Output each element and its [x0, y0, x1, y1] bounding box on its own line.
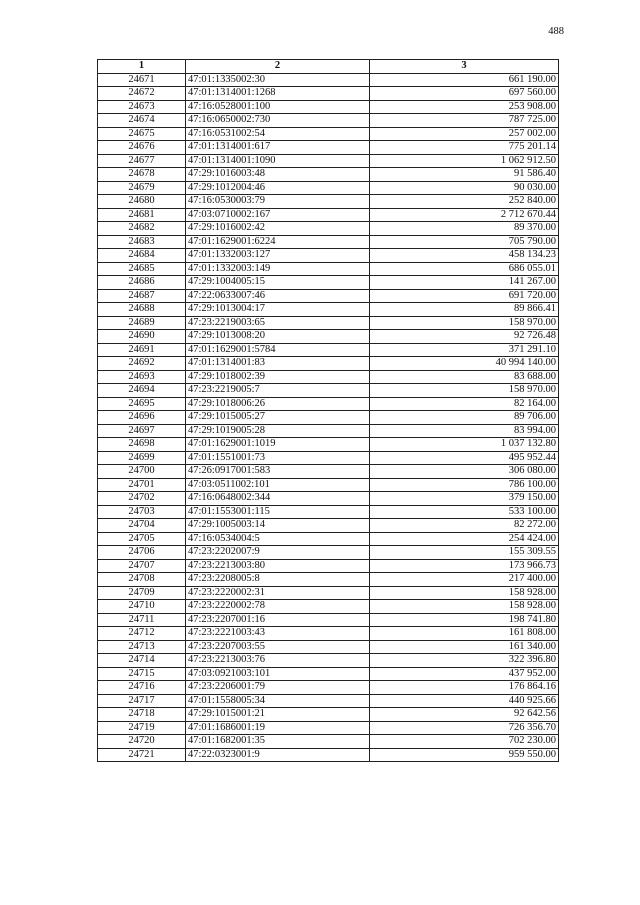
row-number-cell: 24718	[98, 708, 186, 722]
row-number-cell: 24704	[98, 519, 186, 533]
table-row	[98, 330, 559, 344]
cadastral-number-cell: 47:16:0650002:730	[186, 114, 370, 128]
row-number-cell: 24686	[98, 276, 186, 290]
cadastral-number-cell: 47:23:2221003:43	[186, 627, 370, 641]
cadastral-number-cell: 47:16:0528001:100	[186, 100, 370, 114]
table-row	[98, 168, 559, 182]
table-row	[98, 222, 559, 236]
cadastral-value-cell: 83 994.00	[370, 424, 559, 438]
cadastral-value-cell: 1 062 912.50	[370, 154, 559, 168]
cadastral-number-cell: 47:01:1332003:149	[186, 262, 370, 276]
table-row	[98, 357, 559, 371]
row-number-cell: 24675	[98, 127, 186, 141]
row-number-cell: 24707	[98, 559, 186, 573]
cadastral-value-cell: 697 560.00	[370, 87, 559, 101]
table-row	[98, 343, 559, 357]
row-number-cell: 24689	[98, 316, 186, 330]
cadastral-value-cell: 775 201.14	[370, 141, 559, 155]
cadastral-number-cell: 47:23:2213003:80	[186, 559, 370, 573]
table-row	[98, 681, 559, 695]
row-number-cell: 24680	[98, 195, 186, 209]
cadastral-number-cell: 47:29:1013008:20	[186, 330, 370, 344]
row-number-cell: 24684	[98, 249, 186, 263]
cadastral-value-cell: 686 055.01	[370, 262, 559, 276]
cadastral-value-cell: 141 267.00	[370, 276, 559, 290]
cadastral-value-cell: 158 970.00	[370, 384, 559, 398]
cadastral-number-cell: 47:23:2219005:7	[186, 384, 370, 398]
cadastral-number-cell: 47:16:0648002:344	[186, 492, 370, 506]
cadastral-number-cell: 47:29:1005003:14	[186, 519, 370, 533]
row-number-cell: 24697	[98, 424, 186, 438]
cadastral-value-cell: 82 164.00	[370, 397, 559, 411]
table-row	[98, 492, 559, 506]
column-header-1: 1	[98, 60, 186, 74]
cadastral-value-cell: 92 642.56	[370, 708, 559, 722]
table-row	[98, 721, 559, 735]
cadastral-value-cell: 2 712 670.44	[370, 208, 559, 222]
table-row	[98, 438, 559, 452]
cadastral-number-cell: 47:16:0534004:5	[186, 532, 370, 546]
table-row	[98, 114, 559, 128]
cadastral-number-cell: 47:01:1335002:30	[186, 73, 370, 87]
cadastral-value-cell: 82 272.00	[370, 519, 559, 533]
table-row	[98, 735, 559, 749]
table-row	[98, 546, 559, 560]
cadastral-value-cell: 158 928.00	[370, 600, 559, 614]
row-number-cell: 24705	[98, 532, 186, 546]
table-row	[98, 559, 559, 573]
cadastral-number-cell: 47:01:1558005:34	[186, 694, 370, 708]
cadastral-value-cell: 90 030.00	[370, 181, 559, 195]
cadastral-value-cell: 1 037 132.80	[370, 438, 559, 452]
row-number-cell: 24714	[98, 654, 186, 668]
table-row	[98, 708, 559, 722]
cadastral-value-cell: 533 100.00	[370, 505, 559, 519]
cadastral-number-cell: 47:23:2219003:65	[186, 316, 370, 330]
row-number-cell: 24710	[98, 600, 186, 614]
cadastral-value-cell: 257 002.00	[370, 127, 559, 141]
cadastral-value-cell: 495 952.44	[370, 451, 559, 465]
cadastral-value-cell: 306 080.00	[370, 465, 559, 479]
column-header-2: 2	[186, 60, 370, 74]
cadastral-number-cell: 47:29:1015005:27	[186, 411, 370, 425]
table-row	[98, 505, 559, 519]
table-row	[98, 181, 559, 195]
row-number-cell: 24699	[98, 451, 186, 465]
row-number-cell: 24711	[98, 613, 186, 627]
cadastral-number-cell: 47:16:0531002:54	[186, 127, 370, 141]
cadastral-value-cell: 89 370.00	[370, 222, 559, 236]
cadastral-value-cell: 726 356.70	[370, 721, 559, 735]
cadastral-value-cell: 661 190.00	[370, 73, 559, 87]
table-row	[98, 465, 559, 479]
cadastral-number-cell: 47:29:1004005:15	[186, 276, 370, 290]
row-number-cell: 24677	[98, 154, 186, 168]
cadastral-number-cell: 47:23:2207003:55	[186, 640, 370, 654]
cadastral-value-cell: 322 396.80	[370, 654, 559, 668]
row-number-cell: 24688	[98, 303, 186, 317]
cadastral-number-cell: 47:01:1629001:6224	[186, 235, 370, 249]
table-row	[98, 235, 559, 249]
cadastral-number-cell: 47:01:1314001:617	[186, 141, 370, 155]
table-row	[98, 141, 559, 155]
row-number-cell: 24706	[98, 546, 186, 560]
cadastral-number-cell: 47:01:1629001:1019	[186, 438, 370, 452]
row-number-cell: 24715	[98, 667, 186, 681]
table-row	[98, 289, 559, 303]
cadastral-value-cell: 786 100.00	[370, 478, 559, 492]
cadastral-number-cell: 47:01:1314001:1090	[186, 154, 370, 168]
cadastral-number-cell: 47:01:1553001:115	[186, 505, 370, 519]
table-row	[98, 303, 559, 317]
row-number-cell: 24721	[98, 748, 186, 762]
cadastral-number-cell: 47:16:0530003:79	[186, 195, 370, 209]
table-header-row	[98, 60, 559, 74]
cadastral-number-cell: 47:03:0710002:167	[186, 208, 370, 222]
cadastral-number-cell: 47:29:1018002:39	[186, 370, 370, 384]
cadastral-number-cell: 47:29:1012004:46	[186, 181, 370, 195]
row-number-cell: 24681	[98, 208, 186, 222]
cadastral-value-cell: 176 864.16	[370, 681, 559, 695]
table-row	[98, 640, 559, 654]
row-number-cell: 24678	[98, 168, 186, 182]
table-row	[98, 195, 559, 209]
row-number-cell: 24698	[98, 438, 186, 452]
cadastral-number-cell: 47:29:1019005:28	[186, 424, 370, 438]
cadastral-number-cell: 47:22:0323001:9	[186, 748, 370, 762]
cadastral-number-cell: 47:23:2213003:76	[186, 654, 370, 668]
cadastral-number-cell: 47:01:1314001:1268	[186, 87, 370, 101]
row-number-cell: 24720	[98, 735, 186, 749]
cadastral-number-cell: 47:23:2220002:78	[186, 600, 370, 614]
cadastral-value-cell: 92 726.48	[370, 330, 559, 344]
cadastral-value-cell: 691 720.00	[370, 289, 559, 303]
row-number-cell: 24683	[98, 235, 186, 249]
row-number-cell: 24672	[98, 87, 186, 101]
row-number-cell: 24708	[98, 573, 186, 587]
cadastral-value-cell: 371 291.10	[370, 343, 559, 357]
table-row	[98, 424, 559, 438]
table-row	[98, 397, 559, 411]
cadastral-number-cell: 47:23:2206001:79	[186, 681, 370, 695]
cadastral-value-cell: 379 150.00	[370, 492, 559, 506]
cadastral-number-cell: 47:22:0633007:46	[186, 289, 370, 303]
table-row	[98, 532, 559, 546]
cadastral-value-cell: 458 134.23	[370, 249, 559, 263]
cadastral-number-cell: 47:23:2208005:8	[186, 573, 370, 587]
row-number-cell: 24673	[98, 100, 186, 114]
table-row	[98, 573, 559, 587]
table-row	[98, 262, 559, 276]
row-number-cell: 24700	[98, 465, 186, 479]
cadastral-value-cell: 155 309.55	[370, 546, 559, 560]
table-row	[98, 478, 559, 492]
cadastral-value-cell: 254 424.00	[370, 532, 559, 546]
cadastral-value-cell: 173 966.73	[370, 559, 559, 573]
cadastral-number-cell: 47:23:2207001:16	[186, 613, 370, 627]
table-row	[98, 586, 559, 600]
cadastral-number-cell: 47:01:1686001:19	[186, 721, 370, 735]
row-number-cell: 24712	[98, 627, 186, 641]
table-row	[98, 154, 559, 168]
cadastral-value-cell: 161 340.00	[370, 640, 559, 654]
table-row	[98, 694, 559, 708]
table-body	[98, 73, 559, 762]
cadastral-value-cell: 158 928.00	[370, 586, 559, 600]
cadastral-value-cell: 702 230.00	[370, 735, 559, 749]
cadastral-value-cell: 89 866.41	[370, 303, 559, 317]
page-number: 488	[548, 26, 564, 37]
cadastral-value-cell: 158 970.00	[370, 316, 559, 330]
table-row	[98, 613, 559, 627]
cadastral-number-cell: 47:01:1682001:35	[186, 735, 370, 749]
cadastral-number-cell: 47:29:1016002:42	[186, 222, 370, 236]
table-row	[98, 519, 559, 533]
cadastral-number-cell: 47:29:1013004:17	[186, 303, 370, 317]
table-row	[98, 249, 559, 263]
cadastral-number-cell: 47:01:1332003:127	[186, 249, 370, 263]
row-number-cell: 24674	[98, 114, 186, 128]
table-row	[98, 127, 559, 141]
table-row	[98, 276, 559, 290]
row-number-cell: 24692	[98, 357, 186, 371]
row-number-cell: 24694	[98, 384, 186, 398]
cadastral-value-cell: 252 840.00	[370, 195, 559, 209]
table-row	[98, 316, 559, 330]
row-number-cell: 24709	[98, 586, 186, 600]
cadastral-number-cell: 47:29:1015001:21	[186, 708, 370, 722]
table-row	[98, 654, 559, 668]
cadastral-value-cell: 83 688.00	[370, 370, 559, 384]
row-number-cell: 24695	[98, 397, 186, 411]
row-number-cell: 24703	[98, 505, 186, 519]
table-row	[98, 100, 559, 114]
cadastral-value-cell: 161 808.00	[370, 627, 559, 641]
row-number-cell: 24691	[98, 343, 186, 357]
row-number-cell: 24693	[98, 370, 186, 384]
row-number-cell: 24701	[98, 478, 186, 492]
table-row	[98, 600, 559, 614]
row-number-cell: 24671	[98, 73, 186, 87]
cadastral-number-cell: 47:03:0511002:101	[186, 478, 370, 492]
cadastral-value-cell: 253 908.00	[370, 100, 559, 114]
cadastral-number-cell: 47:29:1016003:48	[186, 168, 370, 182]
row-number-cell: 24682	[98, 222, 186, 236]
cadastral-value-cell: 40 994 140.00	[370, 357, 559, 371]
cadastral-value-cell: 437 952.00	[370, 667, 559, 681]
cadastral-number-cell: 47:01:1551001:73	[186, 451, 370, 465]
cadastral-number-cell: 47:29:1018006:26	[186, 397, 370, 411]
row-number-cell: 24690	[98, 330, 186, 344]
row-number-cell: 24717	[98, 694, 186, 708]
row-number-cell: 24716	[98, 681, 186, 695]
table-row	[98, 73, 559, 87]
cadastral-value-cell: 198 741.80	[370, 613, 559, 627]
row-number-cell: 24685	[98, 262, 186, 276]
row-number-cell: 24676	[98, 141, 186, 155]
table-row	[98, 667, 559, 681]
cadastral-value-table	[97, 59, 559, 762]
row-number-cell: 24679	[98, 181, 186, 195]
cadastral-value-cell: 89 706.00	[370, 411, 559, 425]
cadastral-value-cell: 959 550.00	[370, 748, 559, 762]
table-row	[98, 384, 559, 398]
cadastral-value-cell: 705 790.00	[370, 235, 559, 249]
table-row	[98, 451, 559, 465]
table-row	[98, 370, 559, 384]
table-row	[98, 208, 559, 222]
row-number-cell: 24713	[98, 640, 186, 654]
row-number-cell: 24719	[98, 721, 186, 735]
cadastral-value-cell: 787 725.00	[370, 114, 559, 128]
cadastral-value-cell: 91 586.40	[370, 168, 559, 182]
table-row	[98, 748, 559, 762]
row-number-cell: 24702	[98, 492, 186, 506]
cadastral-number-cell: 47:26:0917001:583	[186, 465, 370, 479]
cadastral-number-cell: 47:23:2202007:9	[186, 546, 370, 560]
cadastral-number-cell: 47:01:1629001:5784	[186, 343, 370, 357]
table-row	[98, 87, 559, 101]
row-number-cell: 24687	[98, 289, 186, 303]
cadastral-value-cell: 440 925.66	[370, 694, 559, 708]
cadastral-number-cell: 47:03:0921003:101	[186, 667, 370, 681]
cadastral-value-cell: 217 400.00	[370, 573, 559, 587]
column-header-3: 3	[370, 60, 559, 74]
cadastral-number-cell: 47:01:1314001:83	[186, 357, 370, 371]
cadastral-number-cell: 47:23:2220002:31	[186, 586, 370, 600]
table-row	[98, 411, 559, 425]
row-number-cell: 24696	[98, 411, 186, 425]
table-row	[98, 627, 559, 641]
